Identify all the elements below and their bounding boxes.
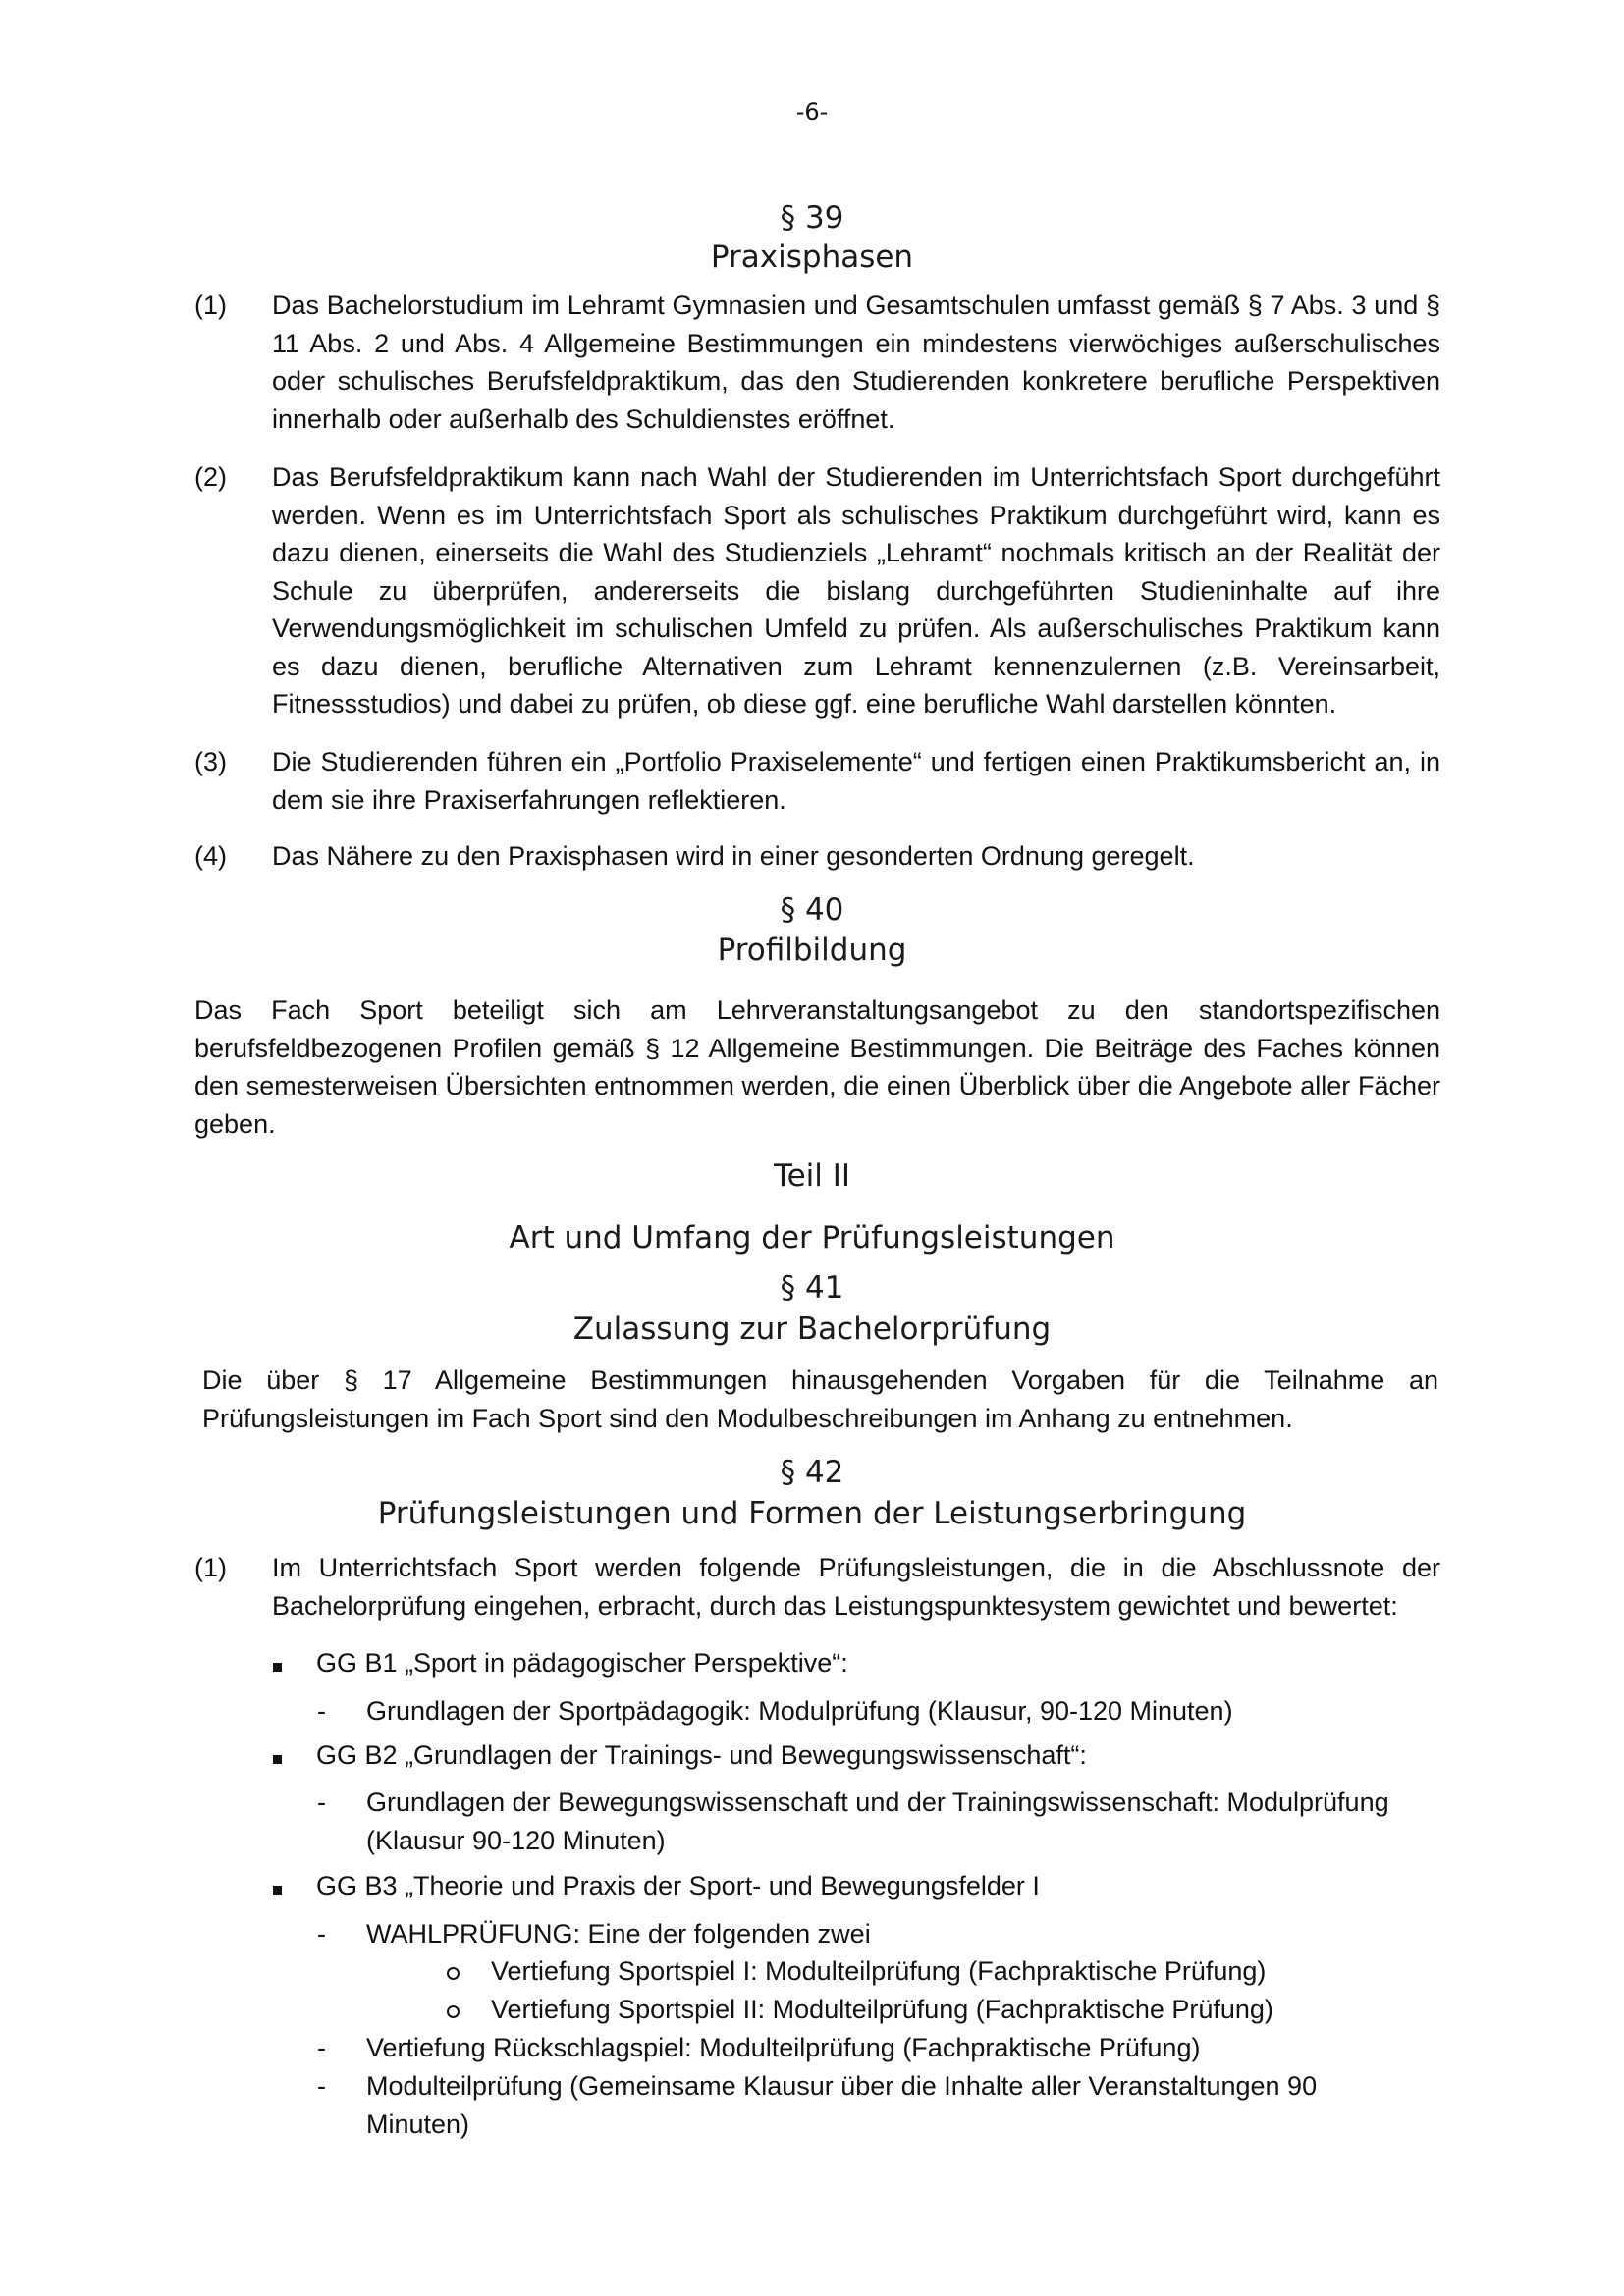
module-b3-wahl: WAHLPRÜFUNG: Eine der folgenden zwei [366, 1919, 871, 1949]
section-40-number: § 40 [780, 892, 844, 928]
bullet-icon [273, 1886, 282, 1895]
module-b2-exam: Grundlagen der Bewegungswissenschaft und der Trainingswissenschaft: Modulprüfung (Klausur 90-120 Minuten) [366, 1788, 1389, 1855]
section-40-title: Profilbildung [717, 933, 907, 968]
dash-marker: - [317, 1919, 326, 1949]
section-40-text: Das Fach Sport beteiligt sich am Lehrveranstaltungsangebot zu den standortspezifischen berufsfeldbezogenen Profilen gemäß § 12 Allgemeine Bestimmungen. Die Beiträge des Faches können den semesterweisen Übersichten entnommen werden, die einen Überblick über die Angebote aller Fächer geben. [194, 995, 1440, 1139]
s39-item1-text: Das Bachelorstudium im Lehramt Gymnasien und Gesamtschulen umfasst gemäß § 7 Abs. 3 und § 11 Abs. 2 und Abs. 4 Allgemeine Bestimmungen ein mindestens vierwöchiges außerschulisches oder schulisches Berufsfeldpraktikum, das den Studierenden konkretere berufliche Perspektiven innerhalb oder außerhalb des Schuldienstes eröffnet. [272, 291, 1440, 434]
page-number: -6- [795, 98, 829, 126]
s39-item3-text: Die Studierenden führen ein „Portfolio Praxiselemente“ und fertigen einen Praktikumsbericht an, in dem sie ihre Praxiserfahrungen reflektieren. [272, 747, 1440, 815]
section-41-title: Zulassung zur Bachelorprüfung [572, 1311, 1052, 1347]
s39-item4-text: Das Nähere zu den Praxisphasen wird in einer gesonderten Ordnung geregelt. [272, 841, 1195, 871]
section-39-title: Praxisphasen [710, 240, 914, 275]
module-b2-label: GG B2 „Grundlagen der Trainings- und Bewegungswissenschaft“: [316, 1740, 1087, 1770]
s39-item3-marker: (3) [194, 747, 227, 776]
section-39-number: § 39 [780, 200, 844, 236]
circle-bullet-icon [447, 2005, 460, 2018]
s39-item2-text: Das Berufsfeldpraktikum kann nach Wahl der Studierenden im Unterrichtsfach Sport durchgeführt werden. Wenn es im Unterrichtsfach Sport als schulisches Praktikum durchgeführt wird, kann es dazu dienen, einerseits die Wahl des Studienziels „Lehramt“ nochmals kritisch an der Realität der Schule zu überprüfen, andererseits die bislang durchgeführten Studieninhalte auf ihre Verwendungsmöglichkeit im schulischen Umfeld zu prüfen. Als außerschulisches Praktikum kann es dazu dienen, berufliche Alternativen zum Lehramt kennenzulernen (z.B. Vereinsarbeit, Fitnessstudios) und dabei zu prüfen, ob diese ggf. eine berufliche Wahl darstellen könnten. [272, 462, 1440, 719]
s39-item4-marker: (4) [194, 841, 227, 871]
part-label: Teil II [773, 1158, 851, 1194]
bullet-icon [273, 1663, 282, 1672]
dash-marker: - [317, 1788, 326, 1817]
section-42-title: Prüfungsleistungen und Formen der Leistungserbringung [377, 1496, 1247, 1531]
section-41-text: Die über § 17 Allgemeine Bestimmungen hinausgehenden Vorgaben für die Teilnahme an Prüfungsleistungen im Fach Sport sind den Modulbeschreibungen im Anhang zu entnehmen. [202, 1365, 1438, 1433]
s42-item1-text: Im Unterrichtsfach Sport werden folgende Prüfungsleistungen, die in die Abschlussnote der Bachelorprüfung eingehen, erbracht, durch das Leistungspunktesystem gewichtet und bewertet: [272, 1553, 1440, 1621]
dash-marker: - [317, 2071, 326, 2101]
module-b3-label: GG B3 „Theorie und Praxis der Sport- und Bewegungsfelder I [316, 1871, 1040, 1900]
s39-item1-marker: (1) [194, 291, 227, 320]
dash-marker: - [317, 2033, 326, 2062]
s39-item2-marker: (2) [194, 462, 227, 492]
section-42-number: § 42 [780, 1455, 844, 1490]
module-b1-exam: Grundlagen der Sportpädagogik: Modulprüfung (Klausur, 90-120 Minuten) [366, 1696, 1233, 1726]
module-b3-klausur: Modulteilprüfung (Gemeinsame Klausur über die Inhalte aller Veranstaltungen 90 Minuten) [366, 2071, 1318, 2139]
circle-bullet-icon [447, 1967, 460, 1980]
part-title: Art und Umfang der Prüfungsleistungen [509, 1220, 1115, 1255]
module-b3-option-2: Vertiefung Sportspiel II: Modulteilprüfung (Fachpraktische Prüfung) [491, 1995, 1273, 2024]
section-41-number: § 41 [780, 1270, 844, 1306]
s42-item1-marker: (1) [194, 1553, 227, 1582]
module-b3-option-1: Vertiefung Sportspiel I: Modulteilprüfung (Fachpraktische Prüfung) [491, 1956, 1267, 1986]
dash-marker: - [317, 1696, 326, 1726]
module-b3-rueckschlag: Vertiefung Rückschlagspiel: Modulteilprüfung (Fachpraktische Prüfung) [366, 2033, 1201, 2062]
module-b1-label: GG B1 „Sport in pädagogischer Perspektive“: [316, 1648, 848, 1678]
bullet-icon [273, 1755, 282, 1764]
